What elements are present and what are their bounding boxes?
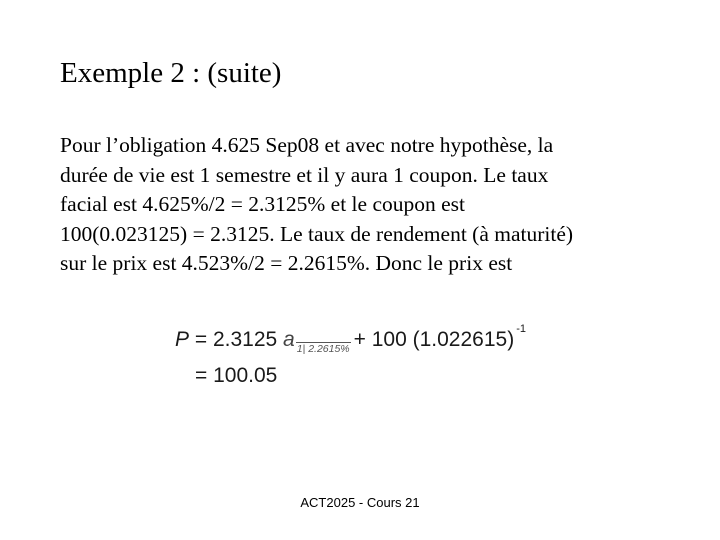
body-line: durée de vie est 1 semestre et il y aura 1 coupon. Le taux bbox=[60, 162, 549, 187]
body-line: sur le prix est 4.523%/2 = 2.2615%. Donc le prix est bbox=[60, 251, 513, 275]
slide-title: Exemple 2 : (suite) bbox=[60, 57, 282, 89]
formula-redemption-term: + 100 (1.022615) bbox=[353, 328, 515, 351]
formula-annuity-subscript: 1| 2.2615% bbox=[296, 343, 350, 355]
slide-body bbox=[60, 131, 660, 279]
price-formula bbox=[175, 322, 526, 394]
formula-annuity-symbol: a bbox=[283, 328, 295, 351]
formula-result: = 100.05 bbox=[195, 364, 278, 387]
formula-line-1 bbox=[175, 322, 526, 358]
formula-coupon-term: = 2.3125 bbox=[189, 328, 284, 351]
body-line: Pour l’obligation 4.625 Sep08 et avec notre hypothèse, la bbox=[60, 133, 554, 157]
body-line: 100(0.023125) = 2.3125. Le taux de rendement (à maturité) bbox=[60, 221, 574, 246]
formula-line-2 bbox=[175, 358, 526, 394]
formula-price-symbol: P bbox=[175, 328, 190, 351]
slide-footer: ACT2025 - Cours 21 bbox=[300, 495, 420, 510]
body-line: facial est 4.625%/2 = 2.3125% et le coupon est bbox=[60, 192, 465, 216]
formula-exponent: -1 bbox=[516, 323, 526, 335]
